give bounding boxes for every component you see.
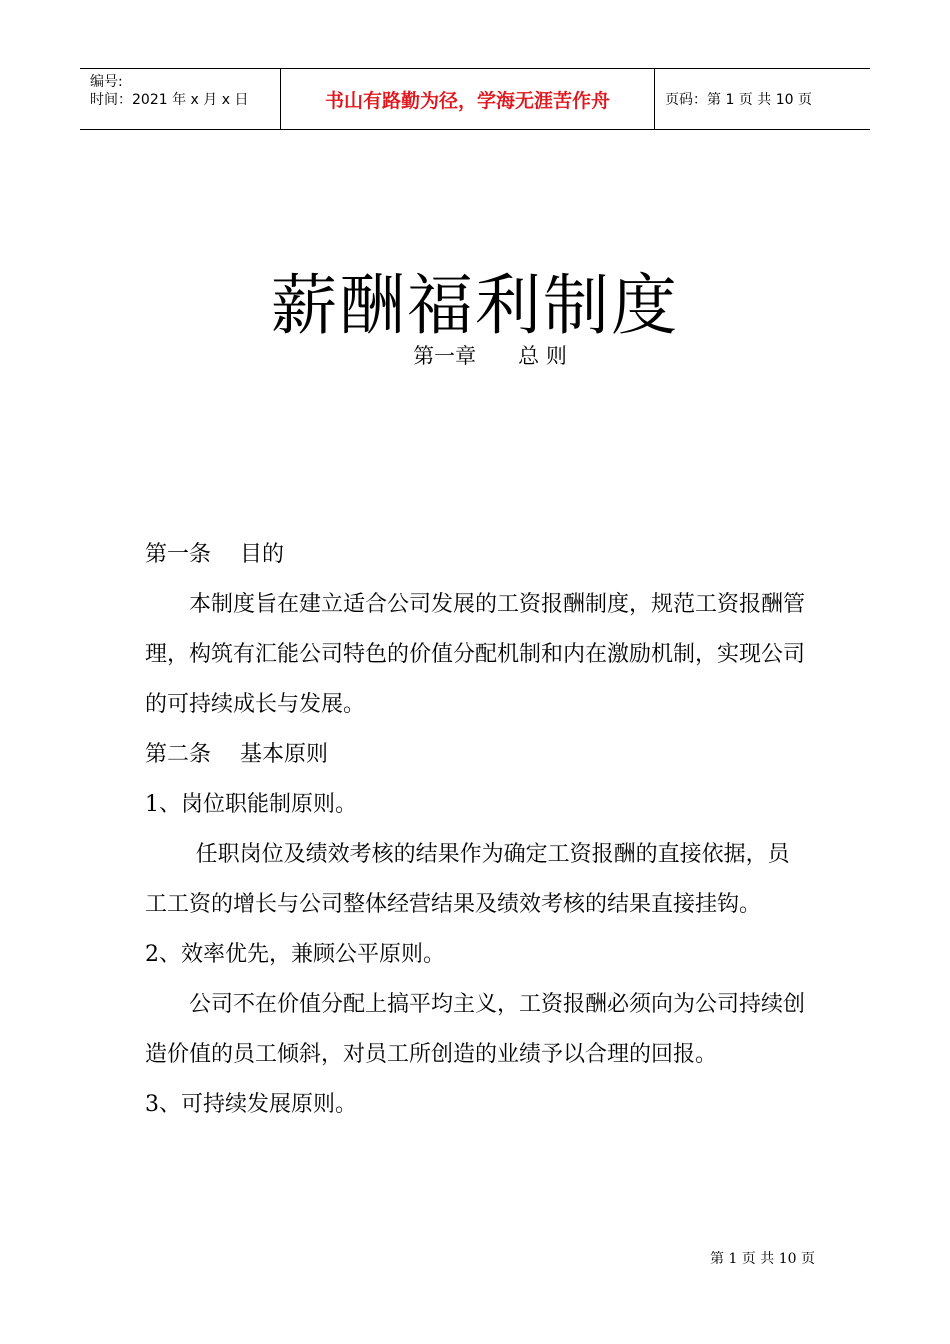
paragraph: 本制度旨在建立适合公司发展的工资报酬制度，规范工资报酬管理，构筑有汇能公司特色的价值分配机制和内在激励机制，实现公司的可持续成长与发展。 [145,592,806,717]
page-header [80,68,870,130]
chapter-heading: 第一章 总 则 [413,344,567,368]
header-meta [80,69,281,129]
article-heading: 第二条 基本原则 [145,742,328,767]
document-title: 薪酬福利制度 [271,267,679,344]
header-motto [281,69,655,129]
principle-item: 2、效率优先，兼顾公平原则。 [145,942,445,967]
article-heading: 第一条 目的 [145,542,284,567]
paragraph: 任职岗位及绩效考核的结果作为确定工资报酬的直接依据，员工工资的增长与公司整体经营结果及绩效考核的结果直接挂钩。 [145,842,790,917]
document-body [145,530,810,1130]
page-footer: 第 1 页 共 10 页 [710,1251,815,1267]
header-page-info [655,69,870,129]
principle-item: 3、可持续发展原则。 [145,1092,357,1117]
time-label: 时间：2021 年 x 月 x 日 [90,92,249,108]
paragraph: 公司不在价值分配上搞平均主义，工资报酬必须向为公司持续创造价值的员工倾斜，对员工所创造的业绩予以合理的回报。 [145,992,806,1067]
number-label: 编号: [90,74,123,90]
principle-item: 1、岗位职能制原则。 [145,792,357,817]
page-info-text: 页码：第 1 页 共 10 页 [665,92,812,108]
motto-text: 书山有路勤为径，学海无涯苦作舟 [324,89,610,112]
